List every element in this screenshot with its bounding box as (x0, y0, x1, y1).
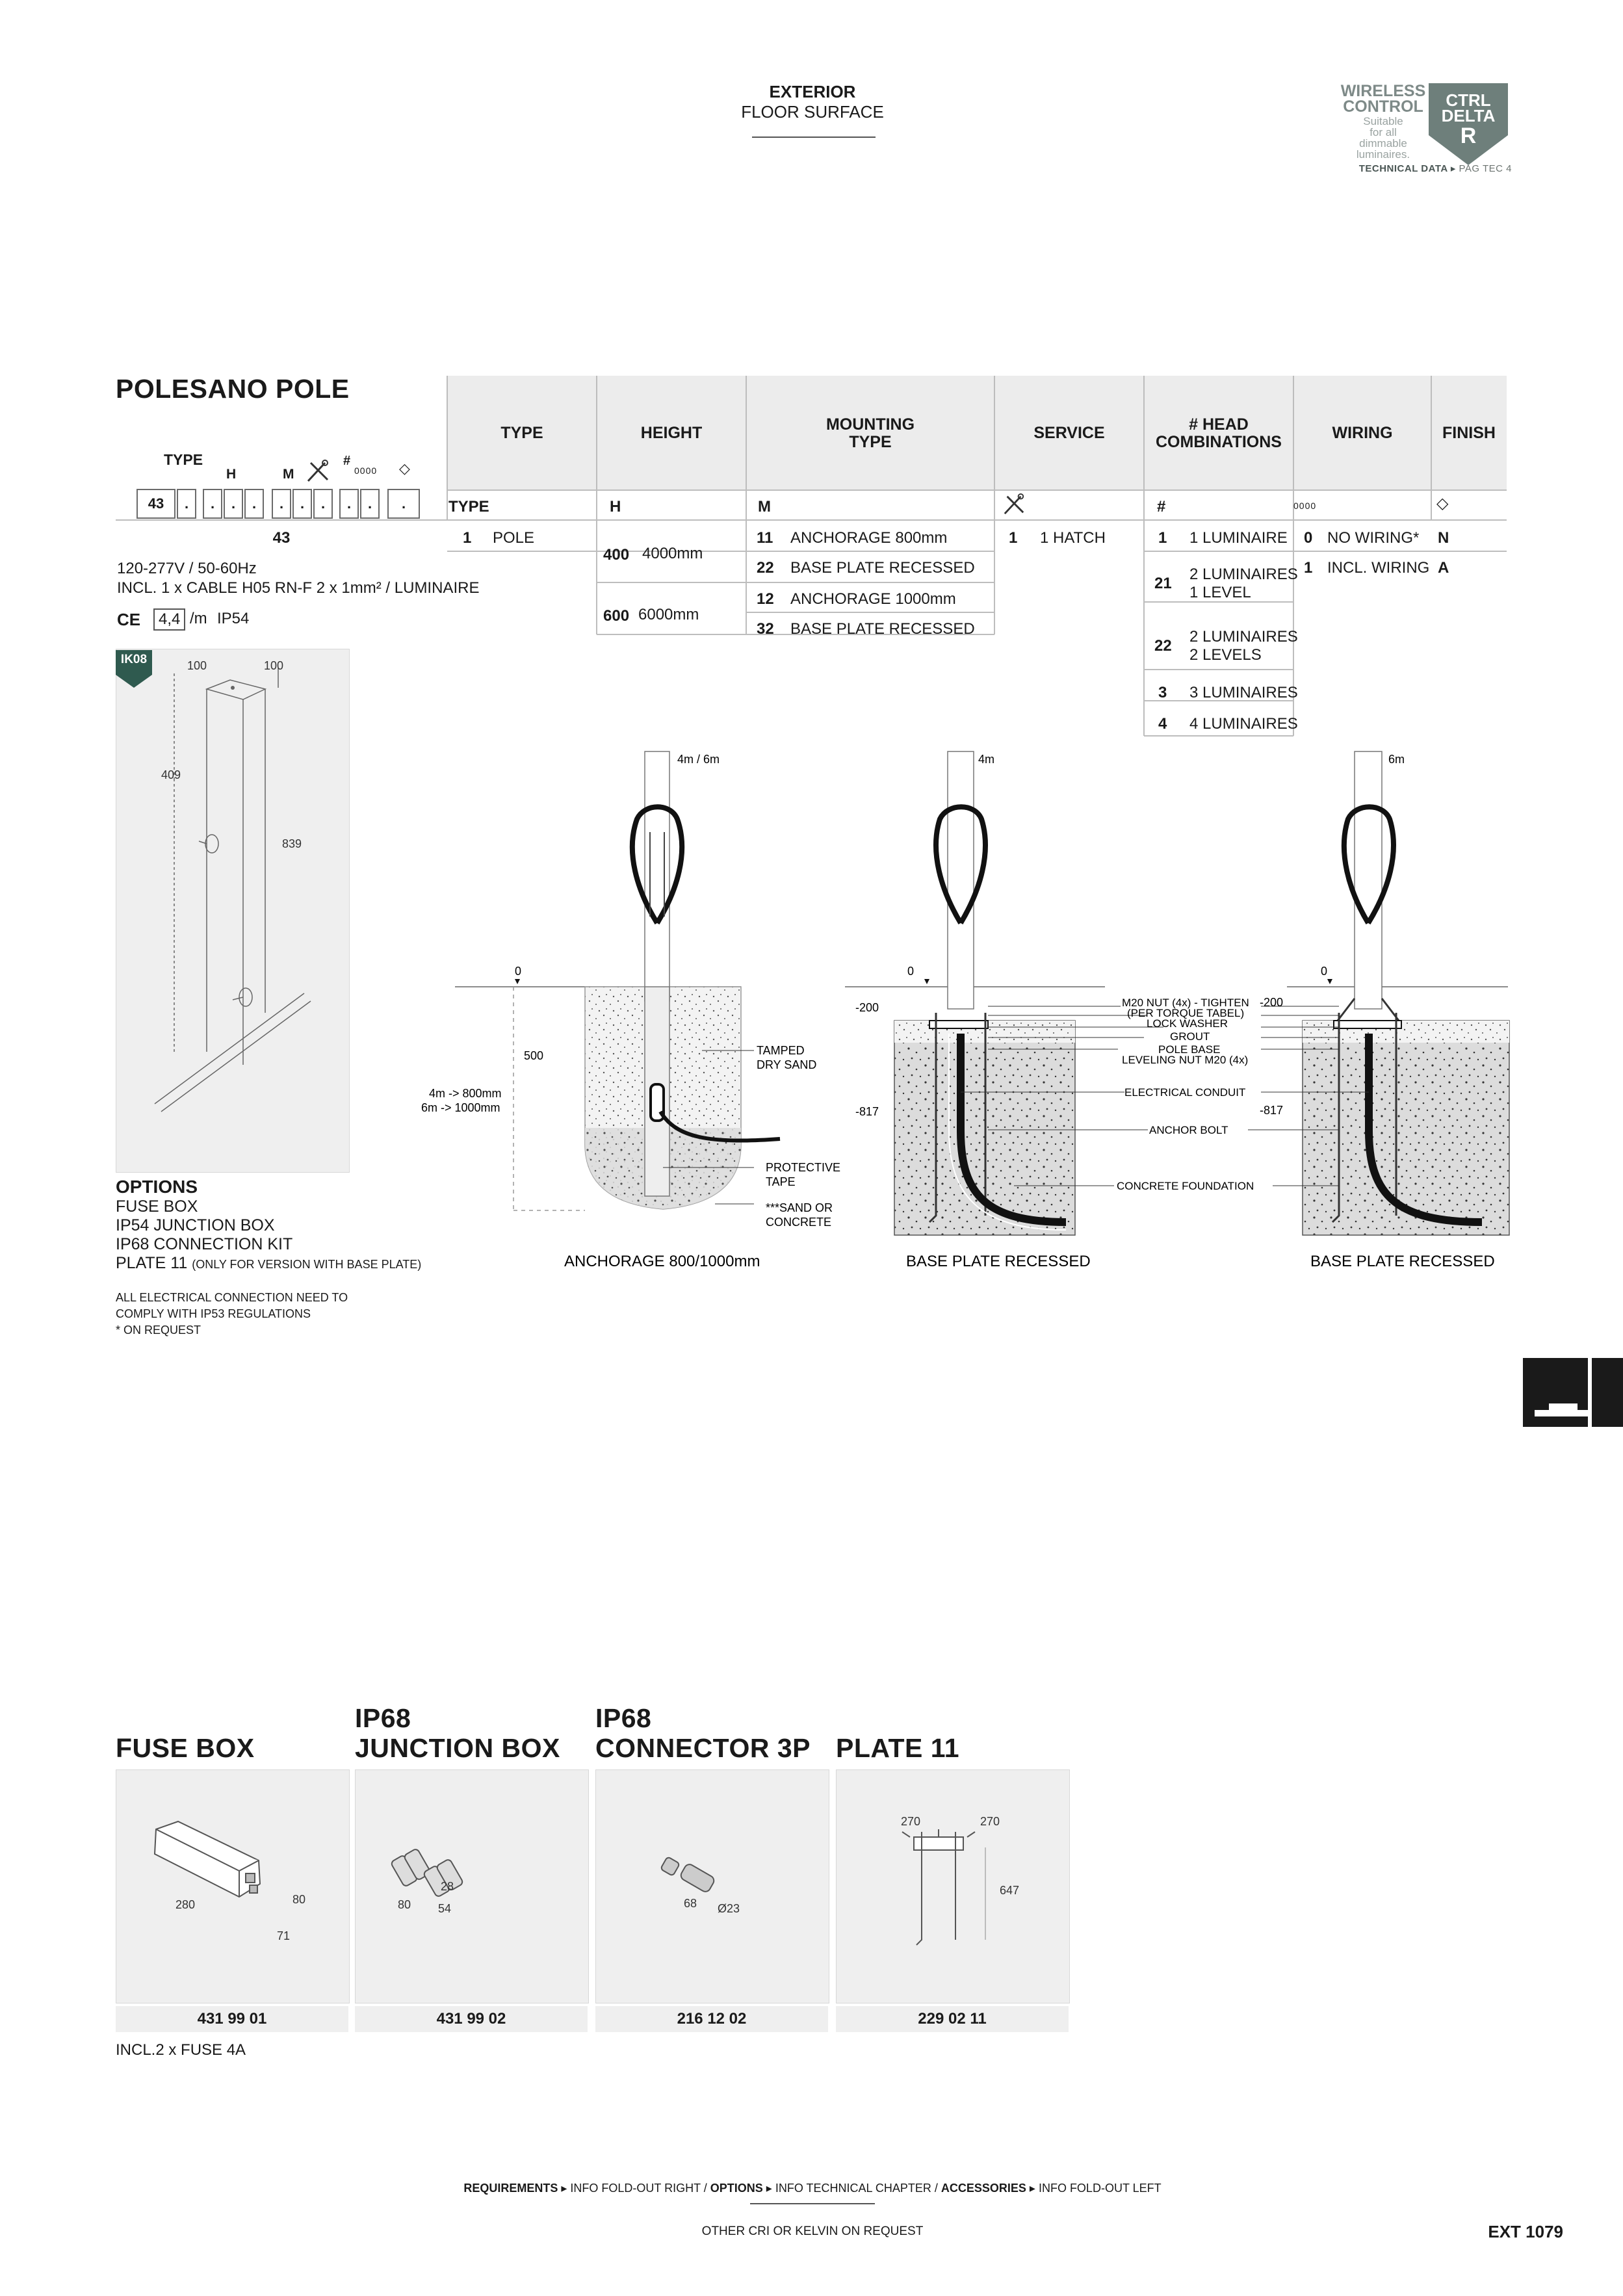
base1-height: 4m (978, 753, 995, 766)
note-line: * ON REQUEST (116, 1324, 201, 1337)
acc-title (116, 1703, 255, 1763)
head-code[interactable]: 3 (1158, 684, 1167, 701)
label-nut: M20 NUT (4x) - TIGHTEN (1122, 997, 1249, 1009)
code-wiring-slot[interactable]: . (360, 489, 380, 519)
head-label: 4 LUMINAIRES (1189, 715, 1298, 733)
anch-d2: 6m -> 1000mm (421, 1101, 500, 1114)
code-h-label: H (226, 467, 237, 482)
header-divider (752, 137, 876, 138)
code-h-slot[interactable]: . (244, 489, 264, 519)
finish-glyph-icon: ◇ (399, 460, 410, 476)
anch-sand: TAMPED (757, 1044, 805, 1057)
junction-dim: 54 (438, 1902, 452, 1915)
base1-200: -200 (855, 1001, 879, 1014)
dim-h1: 409 (161, 768, 181, 781)
type-code[interactable]: 1 (463, 529, 472, 547)
wireless-sub2: for all (1370, 126, 1397, 138)
plate-note: (ONLY FOR VERSION WITH BASE PLATE) (192, 1258, 422, 1271)
base2-817: -817 (1260, 1104, 1284, 1117)
cert-box: 4,4 (153, 608, 185, 631)
head-label-l2: 1 LEVEL (1189, 584, 1251, 601)
acc-title-l2: JUNCTION BOX (355, 1733, 560, 1763)
head-code[interactable]: 22 (1154, 637, 1172, 655)
mounting-l1: MOUNTING (825, 415, 915, 434)
label-foundation: CONCRETE FOUNDATION (1117, 1180, 1254, 1192)
col-heads-header (1144, 416, 1293, 451)
code-h-slot[interactable]: . (203, 489, 222, 519)
base2-200: -200 (1260, 996, 1284, 1009)
anch-d1: 4m -> 800mm (429, 1087, 502, 1100)
height-label: 6000mm (638, 606, 699, 623)
base2-zero: 0 (1321, 965, 1328, 978)
anch-tape2: TAPE (766, 1175, 796, 1188)
tech-page: PAG TEC 4 (1455, 163, 1512, 174)
label-conduit: ELECTRICAL CONDUIT (1124, 1086, 1246, 1099)
code-hash-label: # (343, 454, 351, 468)
options-title: OPTIONS (116, 1177, 198, 1197)
ik08-text: IK08 (120, 653, 148, 666)
col-mounting-header (746, 416, 994, 451)
col-wiring-header: WIRING (1332, 423, 1393, 442)
anch-conc2: CONCRETE (766, 1216, 832, 1229)
footer-other: OTHER CRI OR KELVIN ON REQUEST (701, 2224, 924, 2238)
sub-type: TYPE (448, 498, 489, 515)
anch-caption: ANCHORAGE 800/1000mm (564, 1253, 760, 1270)
mounting-code[interactable]: 32 (757, 620, 774, 638)
anch-height: 4m / 6m (677, 753, 720, 766)
head-label: 1 LUMINAIRE (1189, 529, 1288, 547)
type-label: POLE (493, 529, 535, 547)
section-tab-icon (1523, 1358, 1623, 1427)
label-grout: GROUT (1170, 1030, 1210, 1043)
wireless-sub1: Suitable (1363, 115, 1403, 127)
mounting-code[interactable]: 22 (757, 559, 774, 577)
fuse-dim: 71 (277, 1929, 291, 1942)
option-item: IP68 CONNECTION KIT (116, 1235, 293, 1253)
code-m-label: M (283, 467, 294, 482)
mounting-l2: TYPE (849, 433, 892, 451)
notes (116, 1290, 348, 1338)
section-tab[interactable] (1523, 1358, 1623, 1427)
acc-title-l1 (116, 1703, 255, 1733)
heads-l1: # HEAD (1189, 415, 1249, 434)
footer-acc-txt: ▸ INFO FOLD-OUT LEFT (1026, 2182, 1162, 2195)
mounting-code[interactable]: 12 (757, 590, 774, 608)
delta-text: DELTA (1441, 106, 1496, 125)
footer-req[interactable]: REQUIREMENTS (463, 2182, 558, 2195)
label-torque: (PER TORQUE TABEL) (1127, 1007, 1245, 1019)
service-code[interactable]: 1 (1009, 529, 1018, 547)
footer-acc[interactable]: ACCESSORIES (941, 2182, 1026, 2195)
spec-cable: INCL. 1 x CABLE H05 RN-F 2 x 1mm² / LUMINAIRE (117, 579, 480, 597)
mounting-label: ANCHORAGE 800mm (790, 529, 948, 547)
head-label (1189, 628, 1298, 664)
spec-voltage: 120-277V / 50-60Hz (117, 560, 257, 577)
acc-title (836, 1703, 959, 1763)
plate-code: 229 02 11 (836, 2005, 1069, 2032)
dim-h2: 839 (282, 837, 302, 850)
acc-title (595, 1703, 811, 1763)
plate-dim: 270 (980, 1815, 1000, 1828)
acc-title-l1: IP68 (355, 1703, 411, 1733)
options-list (116, 1197, 421, 1274)
head-code[interactable]: 21 (1154, 575, 1172, 592)
page-category (650, 82, 975, 122)
connector-dim: Ø23 (718, 1902, 740, 1915)
note-line: COMPLY WITH IP53 REGULATIONS (116, 1307, 311, 1320)
anch-depth: 500 (524, 1049, 544, 1062)
footer-links (325, 2182, 1300, 2195)
code-h-slot[interactable]: . (224, 489, 243, 519)
wireless-control-label (1339, 83, 1427, 114)
acc-title-l1: IP68 (595, 1703, 652, 1733)
plate-dim: 270 (901, 1815, 921, 1828)
r-mark: R (1460, 124, 1477, 148)
fuse-dim: 80 (292, 1893, 306, 1906)
heads-l2: COMBINATIONS (1156, 433, 1282, 451)
anch-zero: 0 (515, 965, 522, 978)
base-plate-drawing-1 (845, 751, 1105, 1235)
connector-dim: 68 (684, 1897, 697, 1910)
option-item (116, 1254, 421, 1274)
code-prefix: 43 (136, 489, 175, 519)
category-title: EXTERIOR (769, 82, 856, 101)
head-label (1189, 566, 1298, 602)
anch-sand2: DRY SAND (757, 1058, 817, 1071)
code-type-label: TYPE (164, 451, 203, 468)
head-code[interactable]: 4 (1158, 715, 1167, 733)
installation-drawings (416, 741, 1521, 1281)
base1-caption: BASE PLATE RECESSED (906, 1253, 1091, 1270)
code-service-slot[interactable]: . (313, 489, 333, 519)
acc-title-l2: FUSE BOX (116, 1733, 255, 1763)
fuse-box-icon (155, 1821, 260, 1897)
mounting-label: BASE PLATE RECESSED (790, 620, 975, 638)
mounting-code[interactable]: 11 (757, 529, 773, 547)
category-subtitle: FLOOR SURFACE (741, 102, 884, 122)
plate-dim: 647 (1000, 1884, 1020, 1897)
note-line: ALL ELECTRICAL CONNECTION NEED TO (116, 1291, 348, 1304)
head-label-l1: 2 LUMINAIRES (1189, 628, 1298, 646)
col-finish-header: FINISH (1442, 423, 1496, 442)
connector-code: 216 12 02 (595, 2005, 828, 2032)
head-label: 3 LUMINAIRES (1189, 684, 1298, 701)
base-plate-drawing-2 (1287, 751, 1509, 1235)
footer-req-txt: ▸ INFO FOLD-OUT RIGHT / (558, 2182, 710, 2195)
col-type-header: TYPE (500, 423, 543, 442)
label-washer: LOCK WASHER (1147, 1017, 1228, 1030)
service-tools-icon (1001, 493, 1027, 516)
wiring-code[interactable]: 1 (1304, 559, 1313, 577)
junction-box-code: 431 99 02 (355, 2005, 588, 2032)
head-label-l2: 2 LEVELS (1189, 646, 1262, 664)
finish-code[interactable]: N (1438, 529, 1449, 547)
dim-w1: 100 (187, 659, 207, 672)
sub-wire: 0000 (1293, 501, 1317, 511)
service-label: 1 HATCH (1040, 529, 1106, 547)
mounting-label: ANCHORAGE 1000mm (790, 590, 956, 608)
wireless-line1: WIRELESS (1340, 82, 1426, 100)
page-number: EXT 1079 (1488, 2222, 1563, 2241)
label-polebase: POLE BASE (1158, 1043, 1221, 1056)
base2-height: 6m (1388, 753, 1405, 766)
sub-m: M (758, 498, 771, 515)
ce-mark: CE (117, 610, 141, 629)
code-43: 43 (272, 529, 291, 547)
col-service-header: SERVICE (1033, 423, 1105, 442)
head-label-l1: 2 LUMINAIRES (1189, 566, 1298, 583)
code-m-slot[interactable]: . (272, 489, 291, 519)
acc-title-l2: CONNECTOR 3P (595, 1733, 811, 1763)
wiring-code[interactable]: 0 (1304, 529, 1313, 547)
height-code[interactable]: 400 (603, 546, 630, 564)
label-bolt: ANCHOR BOLT (1149, 1124, 1228, 1136)
footer-divider (750, 2203, 875, 2204)
height-label: 4000mm (642, 545, 703, 562)
wireless-sub (1347, 116, 1420, 160)
dim-w2: 100 (264, 659, 284, 672)
finish-code[interactable]: A (1438, 559, 1449, 577)
fuse-box-code: 431 99 01 (116, 2005, 348, 2032)
pole-drawing (116, 649, 348, 1171)
acc-title-l1 (836, 1703, 959, 1733)
base1-zero: 0 (907, 965, 915, 978)
col-height-header: HEIGHT (640, 423, 703, 442)
acc-title-l2: PLATE 11 (836, 1733, 960, 1763)
anchorage-drawing (455, 751, 780, 1210)
sub-finish-icon: ◇ (1436, 495, 1449, 512)
acc-title (355, 1703, 560, 1763)
wiring-label: INCL. WIRING (1327, 559, 1430, 577)
ctrl-text: CTRL (1446, 90, 1491, 110)
footer-opt-txt: ▸ INFO TECHNICAL CHAPTER / (762, 2182, 941, 2195)
wire-glyph: 0000 (354, 465, 378, 476)
option-item: IP54 JUNCTION BOX (116, 1216, 275, 1234)
wireless-line2: CONTROL (1343, 98, 1423, 116)
cert-unit: /m (190, 610, 207, 627)
code-dot: . (177, 489, 196, 519)
junction-dim: 80 (398, 1898, 411, 1911)
ctrl-delta-text (1429, 92, 1508, 124)
wiring-label: NO WIRING* (1327, 529, 1420, 547)
junction-dim: 28 (441, 1880, 454, 1893)
fuse-dim: 280 (175, 1898, 196, 1911)
base1-817: -817 (855, 1105, 879, 1118)
height-code[interactable]: 600 (603, 607, 630, 625)
accessory-drawings (116, 1769, 1069, 2002)
plate-label: PLATE 11 (116, 1254, 188, 1272)
anch-tape: PROTECTIVE (766, 1161, 841, 1174)
label-leveling: LEVELING NUT M20 (4x) (1122, 1054, 1249, 1066)
technical-data-link[interactable] (1343, 163, 1512, 174)
mounting-label: BASE PLATE RECESSED (790, 559, 975, 577)
code-head-slot[interactable]: . (339, 489, 359, 519)
sub-hash: # (1157, 498, 1166, 515)
product-title: POLESANO POLE (116, 374, 350, 404)
head-code[interactable]: 1 (1158, 529, 1167, 547)
anch-conc: ***SAND OR (766, 1201, 833, 1214)
plate-icon (902, 1829, 985, 1945)
footer-opt[interactable]: OPTIONS (710, 2182, 763, 2195)
wireless-sub3: dimmable (1359, 137, 1407, 150)
code-finish-slot[interactable]: . (387, 489, 420, 519)
code-m-slot[interactable]: . (292, 489, 312, 519)
fuse-note: INCL.2 x FUSE 4A (116, 2041, 246, 2059)
option-item: FUSE BOX (116, 1197, 198, 1216)
connector-icon (660, 1857, 716, 1894)
base2-caption: BASE PLATE RECESSED (1310, 1253, 1495, 1270)
tech-label: TECHNICAL DATA ▸ (1358, 163, 1456, 174)
sub-h: H (610, 498, 621, 515)
wireless-sub4: luminaires. (1356, 148, 1410, 161)
ip-rating: IP54 (217, 610, 250, 627)
